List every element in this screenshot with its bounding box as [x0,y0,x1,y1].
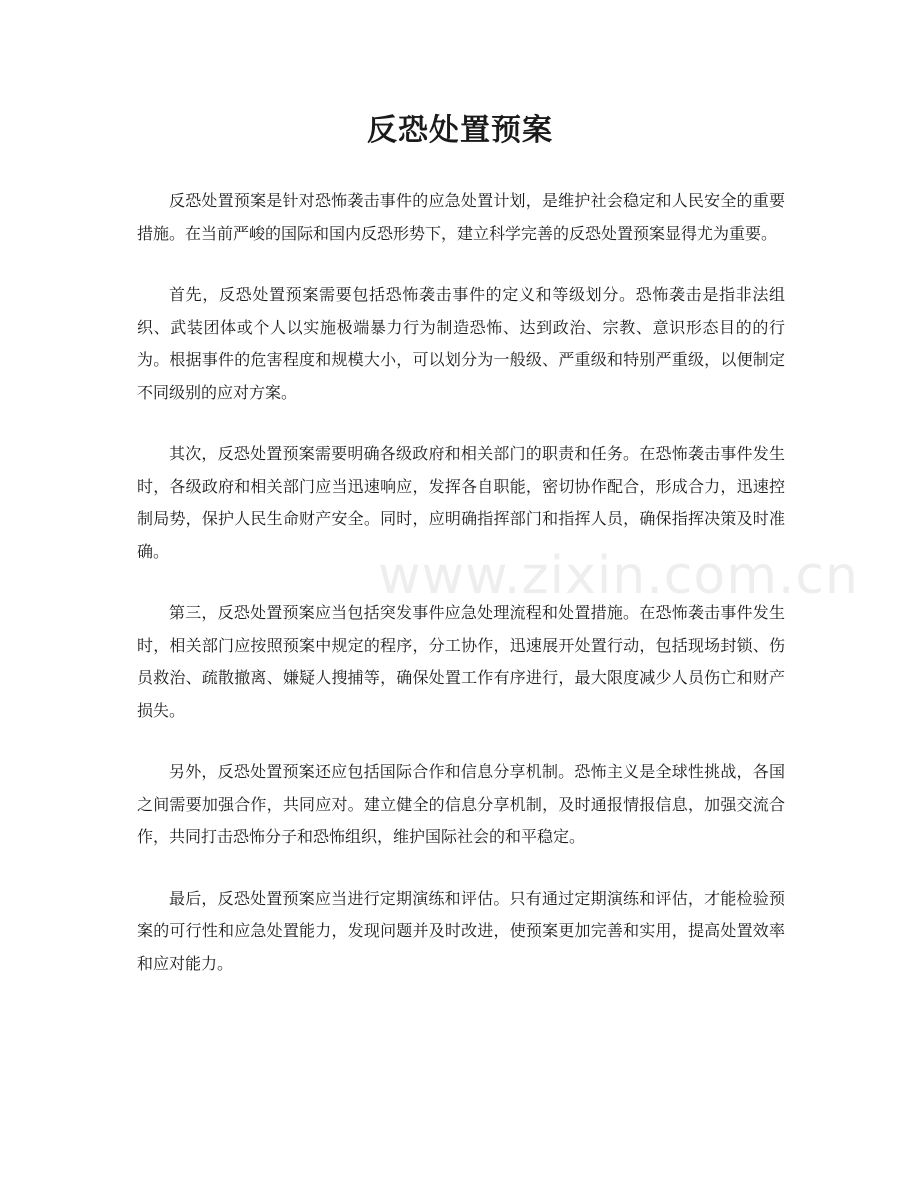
paragraph-drills: 最后，反恐处置预案应当进行定期演练和评估。只有通过定期演练和评估，才能检验预案的可行性和应急处置能力，发现问题并及时改进，使预案更加完善和实用，提高处置效率和应对能力。 [137,888,785,973]
paragraph-cooperation: 另外，反恐处置预案还应包括国际合作和信息分享机制。恐怖主义是全球性挑战，各国之间需要加强合作，共同应对。建立健全的信息分享机制，及时通报情报信息，加强交流合作，共同打击恐怖分子和恐怖组织，维护国际社会的和平稳定。 [137,762,785,846]
document-body [137,185,785,1009]
document-title: 反恐处置预案 [367,113,553,148]
watermark-text: www.zixin.com.cn [378,546,859,606]
paragraph-procedures: 第三，反恐处置预案应当包括突发事件应急处理流程和处置措施。在恐怖袭击事件发生时，相关部门应按照预案中规定的程序，分工协作，迅速展开处置行动，包括现场封锁、伤员救治、疏散撤离、嫌疑人搜捕等，确保处置工作有序进行，最大限度减少人员伤亡和财产损失。 [137,603,785,720]
paragraph-intro: 反恐处置预案是针对恐怖袭击事件的应急处置计划，是维护社会稳定和人民安全的重要措施。在当前严峻的国际和国内反恐形势下，建立科学完善的反恐处置预案显得尤为重要。 [137,191,785,243]
paragraph-responsibilities: 其次，反恐处置预案需要明确各级政府和相关部门的职责和任务。在恐怖袭击事件发生时，各级政府和相关部门应当迅速响应，发挥各自职能，密切协作配合，形成合力，迅速控制局势，保护人民生命财产安全。同时，应明确指挥部门和指挥人员，确保指挥决策及时准确。 [137,444,785,561]
paragraph-definition: 首先，反恐处置预案需要包括恐怖袭击事件的定义和等级划分。恐怖袭击是指非法组织、武装团体或个人以实施极端暴力行为制造恐怖、达到政治、宗教、意识形态目的的行为。根据事件的危害程度和规模大小，可以划分为一般级、严重级和特别严重级，以便制定不同级别的应对方案。 [137,285,785,402]
